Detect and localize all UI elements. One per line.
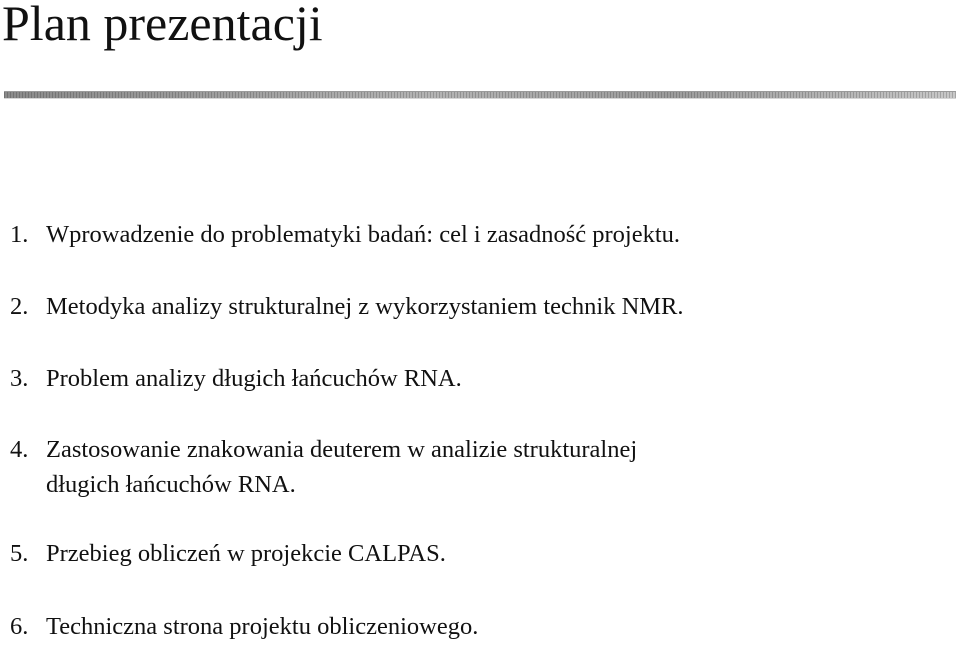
- agenda-item-text-continuation: długich łańcuchów RNA.: [46, 471, 296, 498]
- agenda-item-number: 1.: [10, 221, 29, 248]
- agenda-item-text: Przebieg obliczeń w projekcie CALPAS.: [46, 540, 446, 567]
- agenda-item: [10, 217, 680, 252]
- agenda-item: [10, 289, 684, 324]
- agenda-item-text: Zastosowanie znakowania deuterem w analizie strukturalnej: [46, 436, 638, 463]
- agenda-item: [10, 609, 478, 644]
- agenda-item-text-block: [46, 432, 637, 502]
- agenda-item-text: Metodyka analizy strukturalnej z wykorzystaniem technik NMR.: [46, 293, 684, 320]
- agenda-item-number: 4.: [10, 436, 29, 463]
- agenda-item: [10, 432, 637, 502]
- agenda-item-number: 5.: [10, 540, 29, 567]
- title-divider: [4, 91, 956, 99]
- agenda-item-number: 3.: [10, 365, 29, 392]
- agenda-item-text: Problem analizy długich łańcuchów RNA.: [46, 365, 462, 392]
- agenda-item-text: Wprowadzenie do problematyki badań: cel i zasadność projektu.: [46, 221, 681, 248]
- agenda-item: [10, 361, 462, 396]
- agenda-item-number: 6.: [10, 613, 29, 640]
- agenda-item: [10, 536, 446, 571]
- slide-title: Plan prezentacji: [2, 0, 323, 51]
- agenda-item-number: 2.: [10, 293, 29, 320]
- agenda-item-text: Techniczna strona projektu obliczeniowego.: [46, 613, 479, 640]
